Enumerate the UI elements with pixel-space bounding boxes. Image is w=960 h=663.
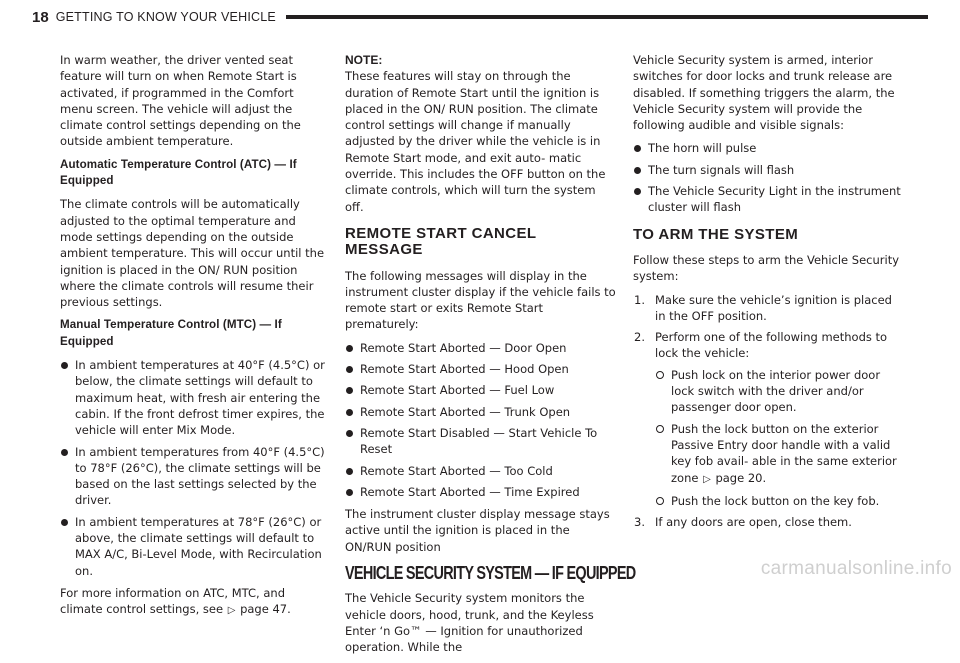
page-reference-link[interactable]: page 20. [715,470,767,485]
list-item: In ambient temperatures from 40°F (4.5°C) to 78°F (26°C), the climate settings will be based on the last settings selected by the driver. [60,444,328,509]
arm-steps-list [633,292,903,531]
step-item: 2. Perform one of the following methods to lock the vehicle: Push lock on the interior power door lock switch with the driver and/or passenger door open. Push the lock button on the exterior Passive Entry door handle with a valid key fob avail- able in the same exterior zone ▷ page 20. Push the lock button on the key fob. [633,329,903,509]
list-item: Remote Start Aborted — Too Cold [345,463,617,479]
step-item: 3. If any doors are open, close them. [634,515,852,530]
bullet-icon [346,468,353,475]
step-item: 1. Make sure the vehicle’s ignition is placed in the OFF position. [634,292,892,323]
bullet-icon [61,519,68,526]
arm-intro-paragraph: Follow these steps to arm the Vehicle Security system: [633,252,900,284]
watermark: carmanualsonline.info [760,558,952,579]
column-middle [345,52,636,663]
list-item: Remote Start Aborted — Hood Open [345,361,617,377]
intro-paragraph: In warm weather, the driver vented seat feature will turn on when Remote Start is activated, if programmed in the Comfort menu screen. The vehicle will adjust the climate control settings depending on the outside ambient temperature. [60,53,301,149]
atc-paragraph: The climate controls will be automatically adjusted to the optimal temperature and mode settings depending on the outside ambient temperature. This will occur until the ignition is placed in the ON/ RUN position where the climate controls will resume their previous settings. [60,197,325,310]
bullet-icon [346,409,353,416]
bullet-icon [634,167,641,174]
list-item: The horn will pulse [633,140,903,156]
note-paragraph: These features will stay on through the duration of Remote Start until the ignition is placed in the ON/ RUN position. The climate control settings will change if manually adjusted by the driver while the vehicle is in Remote Start mode, and exit auto- matic override. This includes the OFF button on the climate controls, which will turn the system off. [345,69,606,214]
column-left [60,52,328,627]
cancel-message-list [345,340,617,500]
more-info-paragraph: For more information on ATC, MTC, and climate control settings, see ▷ page 47. [60,585,328,620]
bullet-icon [61,362,68,369]
list-item: Remote Start Disabled — Start Vehicle To Reset [345,425,617,458]
bullet-icon [346,489,353,496]
list-item: Push the lock button on the key fob. [655,493,903,509]
security-intro-paragraph: The Vehicle Security system monitors the vehicle doors, hood, trunk, and the Keyless Enter ‘n Go™ — Ignition for unauthorized operation. While the [345,591,594,655]
alarm-signal-list [633,140,903,215]
header-rule [286,15,928,19]
list-item: Remote Start Aborted — Fuel Low [345,382,617,398]
bullet-icon [634,145,641,152]
bullet-icon [634,188,641,195]
bullet-icon [61,449,68,456]
cancel-outro-paragraph: The instrument cluster display message stays active until the ignition is placed in the ON/RUN position [345,507,610,554]
list-item: The Vehicle Security Light in the instrument cluster will flash [633,183,903,216]
bullet-icon [346,345,353,352]
column-right [633,52,903,535]
note-label: NOTE: [345,53,383,67]
page-reference-link[interactable]: page 47. [240,602,291,617]
list-item: In ambient temperatures at 40°F (4.5°C) or below, the climate settings will default to maximum heat, with fresh air entering the cabin. If the front defrost timer expires, the vehicle will enter Mix Mode. [60,357,328,438]
section-title: GETTING TO KNOW YOUR VEHICLE [55,10,276,24]
page-header [32,6,928,28]
list-item: In ambient temperatures at 78°F (26°C) or above, the climate settings will default to MAX A/C, Bi-Level Mode, with Recirculation on. [60,514,328,579]
page-number: 18 [32,8,49,26]
mtc-heading: Manual Temperature Control (MTC) — If Equipped [60,318,282,348]
list-item: Remote Start Aborted — Door Open [345,340,617,356]
arm-system-heading: TO ARM THE SYSTEM [633,225,799,243]
sub-bullet-icon [656,425,664,433]
cancel-intro-paragraph: The following messages will display in the instrument cluster display if the vehicle fails to remote start or exits Remote Start prematurely: [345,268,616,332]
list-item: Remote Start Aborted — Time Expired [345,484,617,500]
bullet-icon [346,387,353,394]
bullet-icon [346,430,353,437]
list-item: Push lock on the interior power door lock switch with the driver and/or passenger door open. [655,367,903,416]
mtc-list [60,357,328,579]
list-item: Remote Start Aborted — Trunk Open [345,404,617,420]
list-item: Push the lock button on the exterior Passive Entry door handle with a valid key fob avail- able in the same exterior zone ▷ page 20. [655,421,903,488]
sub-bullet-icon [656,371,664,379]
page-reference-arrow-icon: ▷ [703,473,711,485]
atc-heading: Automatic Temperature Control (ATC) — If Equipped [60,157,297,188]
cancel-message-heading: REMOTE START CANCEL MESSAGE [345,224,537,259]
page-reference-arrow-icon: ▷ [227,605,236,617]
lock-methods-list [655,367,903,509]
sub-bullet-icon [656,497,664,505]
security-continued-paragraph: Vehicle Security system is armed, interior switches for door locks and trunk release are disabled. If something triggers the alarm, the Vehicle Security system will provide the following audible and visible signals: [633,53,895,133]
bullet-icon [346,366,353,373]
list-item: The turn signals will flash [633,162,903,178]
vehicle-security-heading: VEHICLE SECURITY SYSTEM — IF EQUIPPED [345,562,636,584]
